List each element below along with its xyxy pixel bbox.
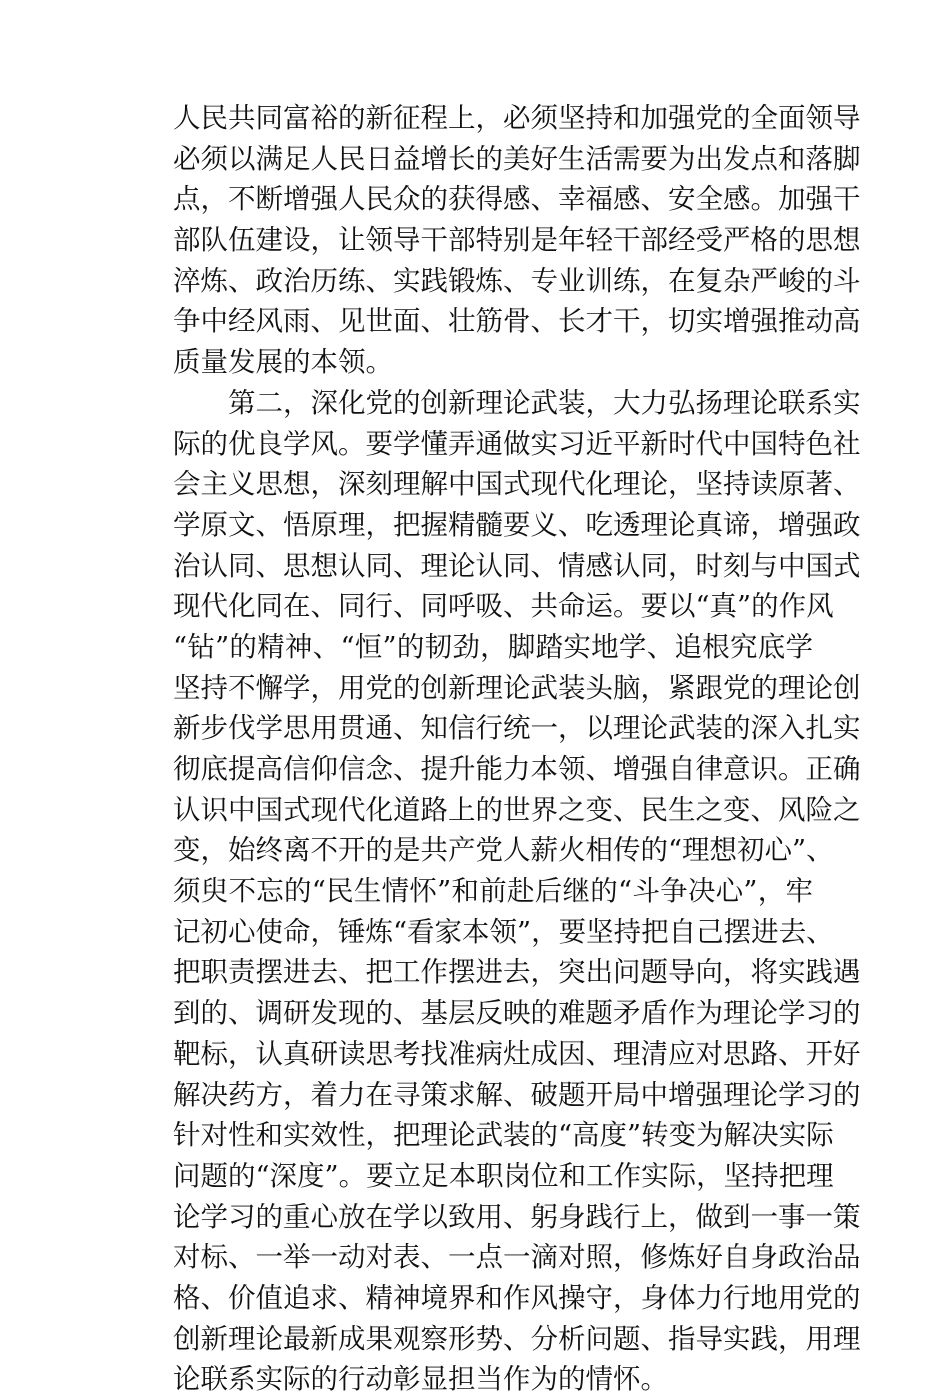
text-line: 学原文、悟原理，把握精髓要义、吃透理论真谛，增强政	[173, 508, 861, 541]
text-line: 创新理论最新成果观察形势、分析问题、指导实践，用理	[173, 1322, 861, 1355]
text-line: 现代化同在、同行、同呼吸、共命运。要以“真”的作风	[173, 590, 834, 623]
text-line: 际的优良学风。要学懂弄通做实习近平新时代中国特色社	[173, 427, 861, 460]
text-line: 论学习的重心放在学以致用、躬身践行上，做到一事一策	[173, 1200, 861, 1233]
text-line: 坚持不懈学，用党的创新理论武装头脑，紧跟党的理论创	[173, 671, 861, 704]
text-line: 解决药方，着力在寻策求解、破题开局中增强理论学习的	[173, 1078, 861, 1111]
text-line: “钻”的精神、“恒”的韧劲，脚踏实地学、追根究底学	[173, 630, 813, 663]
text-line: 人民共同富裕的新征程上，必须坚持和加强党的全面领导	[173, 102, 861, 134]
text-line: 会主义思想，深刻理解中国式现代化理论，坚持读原著、	[173, 468, 861, 501]
text-line: 第二，深化党的创新理论武装，大力弘扬理论联系实	[173, 386, 861, 419]
text-line: 把职责摆进去、把工作摆进去，突出问题导向，将实践遇	[173, 956, 861, 989]
text-line: 问题的“深度”。要立足本职岗位和工作实际，坚持把理	[173, 1159, 834, 1192]
text-line: 治认同、思想认同、理论认同、情感认同，时刻与中国式	[173, 549, 861, 582]
text-line: 针对性和实效性，把理论武装的“高度”转变为解决实际	[173, 1119, 834, 1152]
text-line: 彻底提高信仰信念、提升能力本领、增强自律意识。正确	[173, 753, 861, 785]
text-line: 部队伍建设，让领导干部特别是年轻干部经受严格的思想	[173, 224, 861, 257]
text-line: 争中经风雨、见世面、壮筋骨、长才干，切实增强推动高	[173, 305, 861, 338]
text-line: 质量发展的本领。	[173, 346, 393, 379]
text-line: 格、价值追求、精神境界和作风操守，身体力行地用党的	[173, 1281, 861, 1314]
text-line: 记初心使命，锤炼“看家本领”，要坚持把自己摆进去、	[173, 915, 834, 948]
text-line: 认识中国式现代化道路上的世界之变、民生之变、风险之	[173, 793, 861, 826]
text-line: 新步伐学思用贯通、知信行统一，以理论武装的深入扎实	[173, 712, 861, 745]
body-text	[173, 98, 861, 1400]
text-line: 须臾不忘的“民生情怀”和前赴后继的“斗争决心”，牢	[173, 875, 813, 908]
text-line: 必须以满足人民日益增长的美好生活需要为出发点和落脚	[173, 142, 861, 175]
text-line: 到的、调研发现的、基层反映的难题矛盾作为理论学习的	[173, 997, 861, 1030]
text-line: 论联系实际的行动彰显担当作为的情怀。	[173, 1363, 668, 1396]
text-line: 淬炼、政治历练、实践锻炼、专业训练，在复杂严峻的斗	[173, 264, 861, 297]
text-line: 变，始终离不开的是共产党人薪火相传的“理想初心”、	[173, 834, 834, 867]
text-line: 点，不断增强人民众的获得感、幸福感、安全感。加强干	[173, 183, 861, 216]
text-line: 对标、一举一动对表、一点一滴对照，修炼好自身政治品	[173, 1241, 861, 1274]
text-line: 靶标，认真研读思考找准病灶成因、理清应对思路、开好	[173, 1037, 861, 1070]
